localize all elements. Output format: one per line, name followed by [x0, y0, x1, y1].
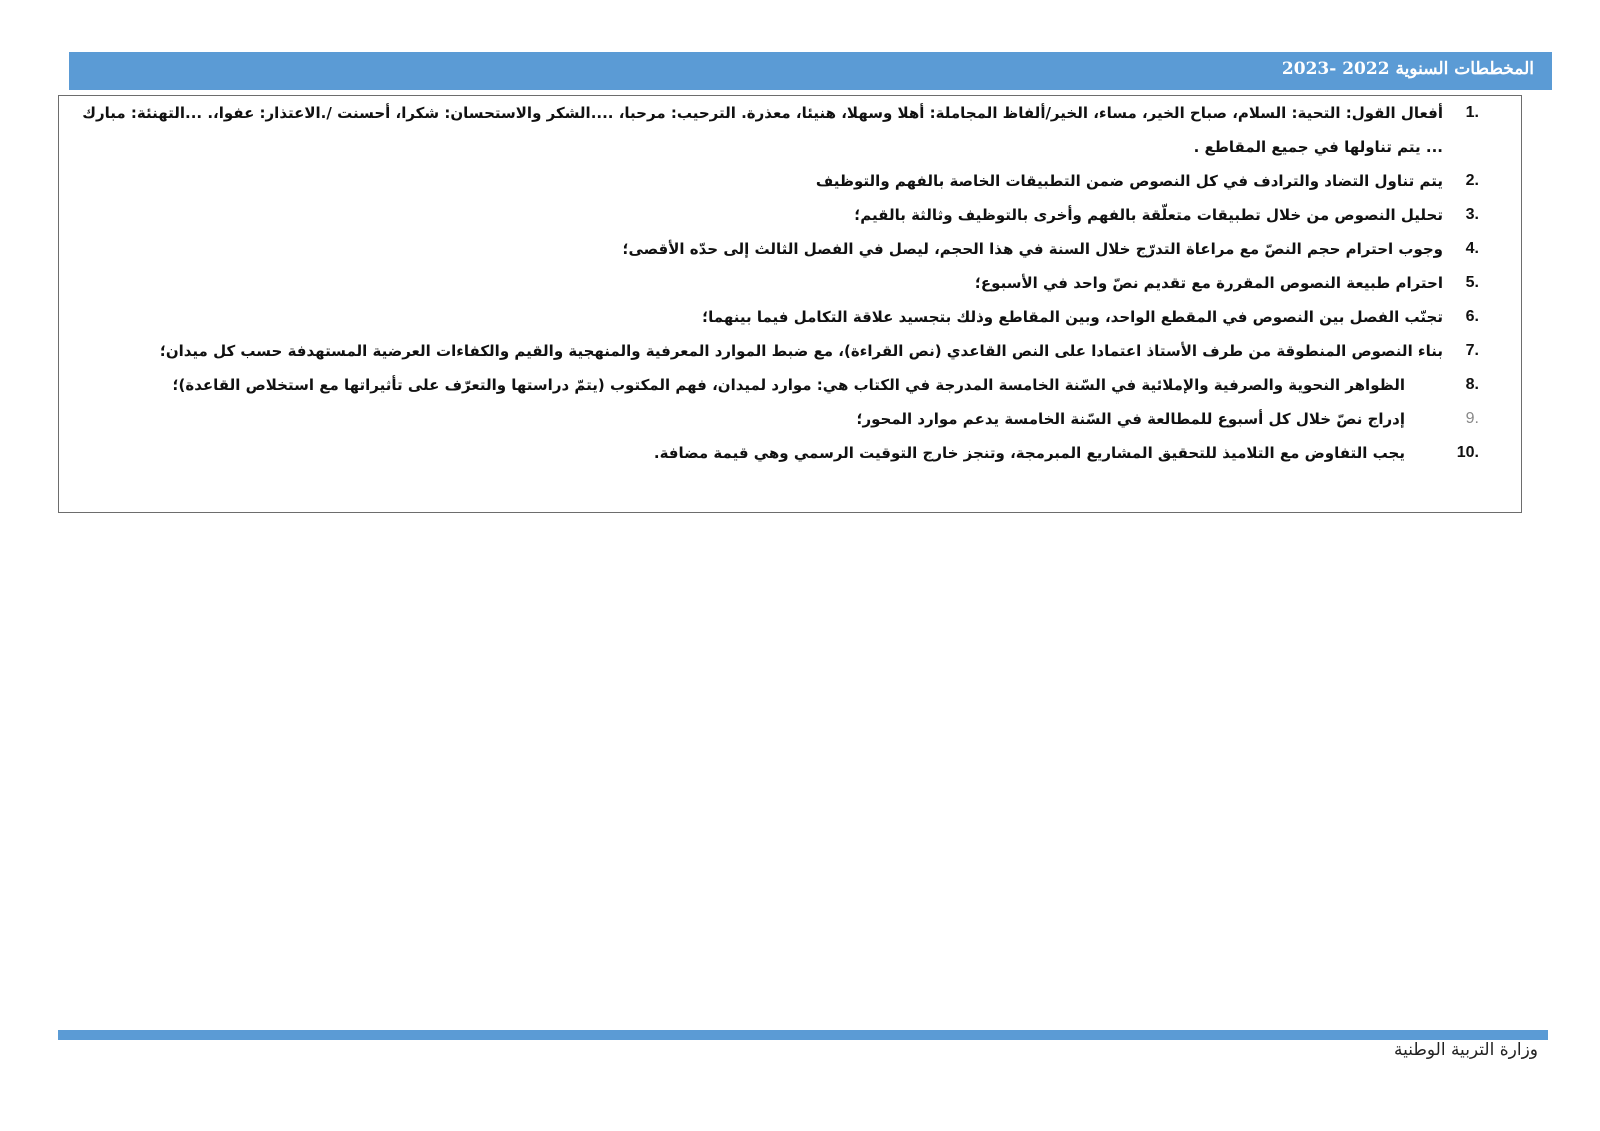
list-item-number: 10.	[1456, 444, 1479, 461]
list-item: أفعال القول: التحية: السلام، صباح الخير، مساء، الخير/ألفاظ المجاملة: أهلا وسهلا، هنيئا، معذرة. الترحيب: مرحبا، ....الشكر والاستحسان: شكرا، أحسنت /.الاعتذار: عفوا،. ...التهنئة: مبارك	[82, 104, 1443, 122]
footer-ministry-name: وزارة التربية الوطنية	[1393, 1040, 1538, 1060]
list-item-number: 2.	[1465, 172, 1479, 189]
list-item-number: 4.	[1465, 240, 1479, 257]
notes-box	[58, 95, 1522, 513]
list-item: يتم تناول التضاد والترادف في كل النصوص ضمن التطبيقات الخاصة بالفهم والتوظيف	[815, 172, 1443, 190]
list-item: إدراج نصّ خلال كل أسبوع للمطالعة في السّنة الخامسة يدعم موارد المحور؛	[856, 410, 1405, 428]
list-item-continuation: ... يتم تناولها في جميع المقاطع .	[1193, 138, 1443, 156]
list-item: تحليل النصوص من خلال تطبيقات متعلّقة بالفهم وأخرى بالتوظيف وثالثة بالقيم؛	[854, 206, 1443, 224]
list-item-number: 9.	[1465, 410, 1479, 427]
list-item-number: 3.	[1465, 206, 1479, 223]
list-item: احترام طبيعة النصوص المقررة مع تقديم نصّ واحد في الأسبوع؛	[974, 274, 1443, 292]
list-item-number: 5.	[1465, 274, 1479, 291]
list-item: بناء النصوص المنطوقة من طرف الأستاذ اعتمادا على النص القاعدي (نص القراءة)، مع ضبط الموارد المعرفية والمنهجية والقيم والكفاءات العرضية المستهدفة حسب كل ميدان؛	[159, 342, 1443, 360]
list-item-number: 7.	[1465, 342, 1479, 359]
list-item-number: 8.	[1465, 376, 1479, 393]
list-item: الظواهر النحوية والصرفية والإملائية في السّنة الخامسة المدرجة في الكتاب هي: موارد لميدان، فهم المكتوب (يتمّ دراستها والتعرّف على تأثيراتها مع استخلاص القاعدة)؛	[172, 376, 1405, 394]
list-item-number: 6.	[1465, 308, 1479, 325]
list-item: تجنّب الفصل بين النصوص في المقطع الواحد، وبين المقاطع وذلك بتجسيد علاقة التكامل فيما بينهما؛	[702, 308, 1443, 326]
page-title: المخططات السنوية 2022 -2023	[1281, 59, 1534, 79]
list-item: وجوب احترام حجم النصّ مع مراعاة التدرّج خلال السنة في هذا الحجم، ليصل في الفصل الثالث إلى حدّه الأقصى؛	[622, 240, 1443, 258]
footer-bar	[58, 1030, 1548, 1040]
list-item: يجب التفاوض مع التلاميذ للتحقيق المشاريع المبرمجة، وتنجز خارج التوقيت الرسمي وهي قيمة مضافة.	[653, 444, 1405, 462]
list-item-number: 1.	[1465, 104, 1479, 121]
header-bar	[69, 52, 1552, 90]
